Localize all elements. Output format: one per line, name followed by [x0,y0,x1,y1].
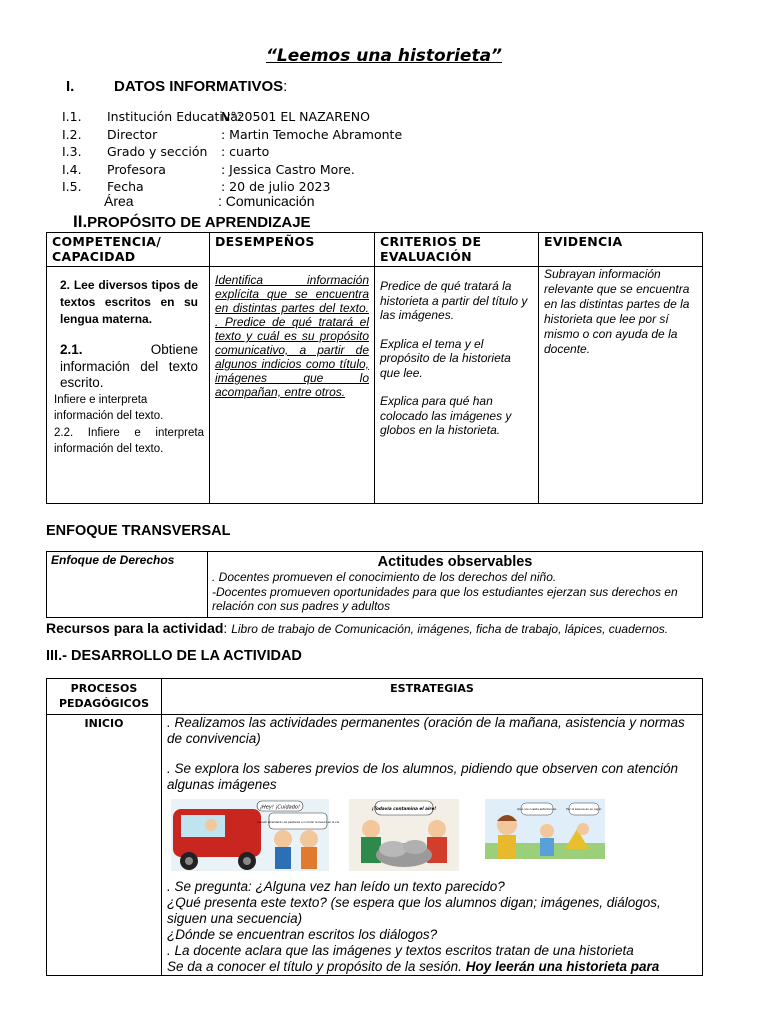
document-title: “Leemos una historieta” [265,46,502,66]
header-procesos: PROCESOS PEDAGÓGICOS [47,679,162,715]
info-number: I.4. [62,161,82,177]
actitudes-header: Actitudes observables [377,554,533,570]
info-value: : Jessica Castro More. [221,161,355,177]
section-colon: : [283,78,288,95]
info-value: N°20501 EL NAZARENO [221,109,370,124]
estrategia-q5-text: Se da a conocer el título y propósito de la sesión. [167,959,462,974]
actitudes-cell [208,552,703,618]
header-evidencia: EVIDENCIA [539,233,703,267]
info-number: I.1. [62,109,82,124]
criterios-cell [375,267,539,504]
estrategia-q2: ¿Qué presenta este texto? (se espera que los alumnos digan; imágenes, diálogos, siguen una secuencia) [167,895,661,926]
estrategia-q1: . Se pregunta: ¿Alguna vez han leído un texto parecido? [167,879,505,894]
info-number: I.2. [62,126,82,142]
section-number: II. [73,212,88,231]
area-value: : Comunicación [218,193,315,209]
competencia-cell [47,267,210,504]
enfoque-table [46,551,703,618]
desarrollo-table [46,678,703,976]
info-number: I.3. [62,144,82,160]
estrategia-q5-bold: Hoy leerán una historieta para [461,959,660,974]
section-label: DATOS INFORMATIVOS [114,78,284,95]
desempenos-cell: Identifica información explícita que se encuentra en distintas partes del texto. . Predice de qué tratará el texto y cuál es su propósito comunicativo, a partir de algunos indicios como título, imágenes que lo acompañan, entre otros. [210,267,375,504]
section-proposito [73,212,311,232]
capacidad-2-1 [60,342,198,392]
comic-text: Qué nos cuesta esforzarnos. [517,807,557,811]
header-competencia: COMPETENCIA/ CAPACIDAD [47,233,210,267]
info-value: : Martin Temoche Abramonte [221,126,403,142]
comic-text: ¡Hey! ¡Cuidado! [260,804,300,811]
competencia-text: 2. Lee diversos tipos de textos escritos en su lengua materna. [60,278,198,326]
proceso-inicio: INICIO [47,715,162,976]
estrategia-p1: . Realizamos las actividades permanentes (oración de la mañana, asistencia y normas de convivencia) [167,715,685,746]
header-criterios: CRITERIOS DE EVALUACIÓN [375,233,539,267]
estrategia-q4: . La docente aclara que las imágenes y textos escritos tratan de una historieta [167,943,634,958]
estrategia-q3: ¿Dónde se encuentran escritos los diálogos? [167,927,438,942]
proposito-table [46,232,703,504]
capacidad-text: Obtiene información del texto escrito. [60,342,198,390]
capacidad-2-2: 2.2. Infiere e interpreta información del texto. [54,426,204,455]
info-number: I.5. [62,179,82,195]
info-key: Institución Educativa: [107,109,243,124]
info-key: Fecha [107,179,144,195]
comic-text: ¡Todavía contamina el aire! [371,806,437,811]
comic-panel-smoke [349,799,459,871]
capacidad-number: 2.1. [60,342,83,357]
criterio-item: Explica el tema y el propósito de la historieta que lee. [380,336,511,380]
criterio-item: Explica para qué han colocado las imágenes y globos en la historieta. [380,394,512,437]
estrategias-cell [162,715,703,976]
area-key: Área [104,193,134,209]
actitud-line: -Docentes promueven oportunidades para que los estudiantes ejerzan sus derechos en relación con sus padres y adultos [212,584,678,613]
section-number: I. [66,78,75,95]
info-value: : 20 de julio 2023 [221,179,331,195]
criterio-item: Predice de qué tratará la historieta a partir del título y las imágenes. [380,279,528,322]
comic-text: Por la basura en su lugar. [566,807,602,811]
info-key: Profesora [107,161,166,177]
enfoque-name: Enfoque de Derechos [47,552,208,618]
actitud-line: . Docentes promueven el conocimiento de los derechos del niño. [212,570,557,584]
comic-images [167,799,697,879]
capacidad-2-1-sub: Infiere e interpreta información del texto. [54,393,164,422]
section-datos-informativos [66,78,287,95]
enfoque-title: ENFOQUE TRANSVERSAL [46,523,231,539]
info-key: Grado y sección [107,144,208,160]
section-label: PROPÓSITO DE APRENDIZAJE [87,214,311,231]
header-desempenos: DESEMPEÑOS [210,233,375,267]
evidencia-cell: Subrayan información relevante que se encuentra en las distintas partes de la historieta que lee por sí mismo o con ayuda de la docente. [539,267,703,504]
estrategia-q5 [167,959,697,975]
info-value: : cuarto [221,144,270,160]
comic-panel-car [171,799,340,871]
area-row [104,193,315,209]
recursos-label: Recursos para la actividad [46,620,224,636]
recursos-value: Libro de trabajo de Comunicación, imágenes, ficha de trabajo, lápices, cuadernos. [231,622,669,636]
info-key: Director [107,126,158,142]
estrategia-p2: . Se explora los saberes previos de los alumnos, pidiendo que observen con atención algunas imágenes [167,761,679,792]
header-estrategias: ESTRATEGIAS [162,679,703,715]
comic-panel-kids [485,799,605,859]
recursos-line: Recursos para la actividad: Libro de trabajo de Comunicación, imágenes, ficha de trabajo, lápices, cuadernos. [46,620,669,636]
section-desarrollo: III.- DESARROLLO DE LA ACTIVIDAD [46,648,302,664]
comic-text: Cuando aprenderán los peatones a no botar la basura en la vía [256,821,340,824]
